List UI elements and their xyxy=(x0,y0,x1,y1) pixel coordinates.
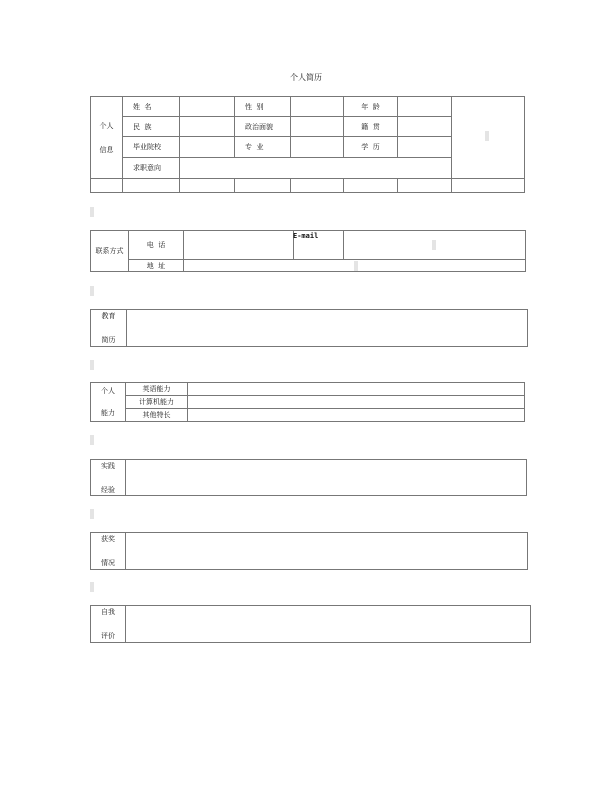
origin-label: 籍 贯 xyxy=(344,117,398,137)
phone-label: 电 话 xyxy=(129,231,184,260)
origin-field[interactable] xyxy=(398,117,452,137)
degree-field[interactable] xyxy=(398,137,452,158)
objective-label: 求职意向 xyxy=(123,158,180,179)
political-label: 政治面貌 xyxy=(235,117,291,137)
photo-placeholder xyxy=(485,131,489,141)
political-field[interactable] xyxy=(291,117,344,137)
section-marker xyxy=(90,582,94,592)
ethnicity-field[interactable] xyxy=(180,117,235,137)
email-value-field[interactable] xyxy=(344,231,526,260)
email-label: E-mail xyxy=(293,232,319,240)
address-field[interactable] xyxy=(184,260,526,272)
ability-table xyxy=(90,382,525,422)
age-field[interactable] xyxy=(398,97,452,117)
contact-label: 联系方式 xyxy=(91,231,129,272)
practice-label: 实践 经验 xyxy=(91,460,126,496)
education-field[interactable] xyxy=(127,310,528,347)
awards-table xyxy=(90,532,528,570)
self-eval-table xyxy=(90,605,531,643)
computer-field[interactable] xyxy=(188,396,525,409)
awards-label: 获奖 情况 xyxy=(91,533,126,570)
education-table xyxy=(90,309,528,347)
address-label: 地 址 xyxy=(129,260,184,272)
ethnicity-label: 民 族 xyxy=(123,117,180,137)
school-field[interactable] xyxy=(180,137,235,158)
computer-label: 计算机能力 xyxy=(126,396,188,409)
ability-label: 个人 能力 xyxy=(91,383,126,422)
other-label: 其他特长 xyxy=(126,409,188,422)
name-field[interactable] xyxy=(180,97,235,117)
basic-section-label: 个人 信息 xyxy=(91,97,123,179)
education-label: 教育 简历 xyxy=(91,310,127,347)
self-eval-label: 自我 评价 xyxy=(91,606,126,643)
major-label: 专 业 xyxy=(235,137,291,158)
page-title: 个人简历 xyxy=(290,73,322,82)
photo-cell xyxy=(452,97,525,179)
section-marker xyxy=(90,509,94,519)
section-marker xyxy=(90,286,94,296)
section-marker xyxy=(90,435,94,445)
self-eval-field[interactable] xyxy=(126,606,531,643)
objective-field[interactable] xyxy=(180,158,452,179)
major-field[interactable] xyxy=(291,137,344,158)
school-label: 毕业院校 xyxy=(123,137,180,158)
section-marker xyxy=(90,360,94,370)
section-marker xyxy=(90,207,94,217)
other-field[interactable] xyxy=(188,409,525,422)
gender-field[interactable] xyxy=(291,97,344,117)
english-label: 英语能力 xyxy=(126,383,188,396)
age-label: 年 龄 xyxy=(344,97,398,117)
basic-info-table xyxy=(90,96,525,193)
awards-field[interactable] xyxy=(126,533,528,570)
english-field[interactable] xyxy=(188,383,525,396)
gender-label: 性 别 xyxy=(235,97,291,117)
phone-field[interactable] xyxy=(184,231,294,260)
degree-label: 学 历 xyxy=(344,137,398,158)
practice-field[interactable] xyxy=(126,460,527,496)
name-label: 姓 名 xyxy=(123,97,180,117)
practice-table xyxy=(90,459,527,496)
